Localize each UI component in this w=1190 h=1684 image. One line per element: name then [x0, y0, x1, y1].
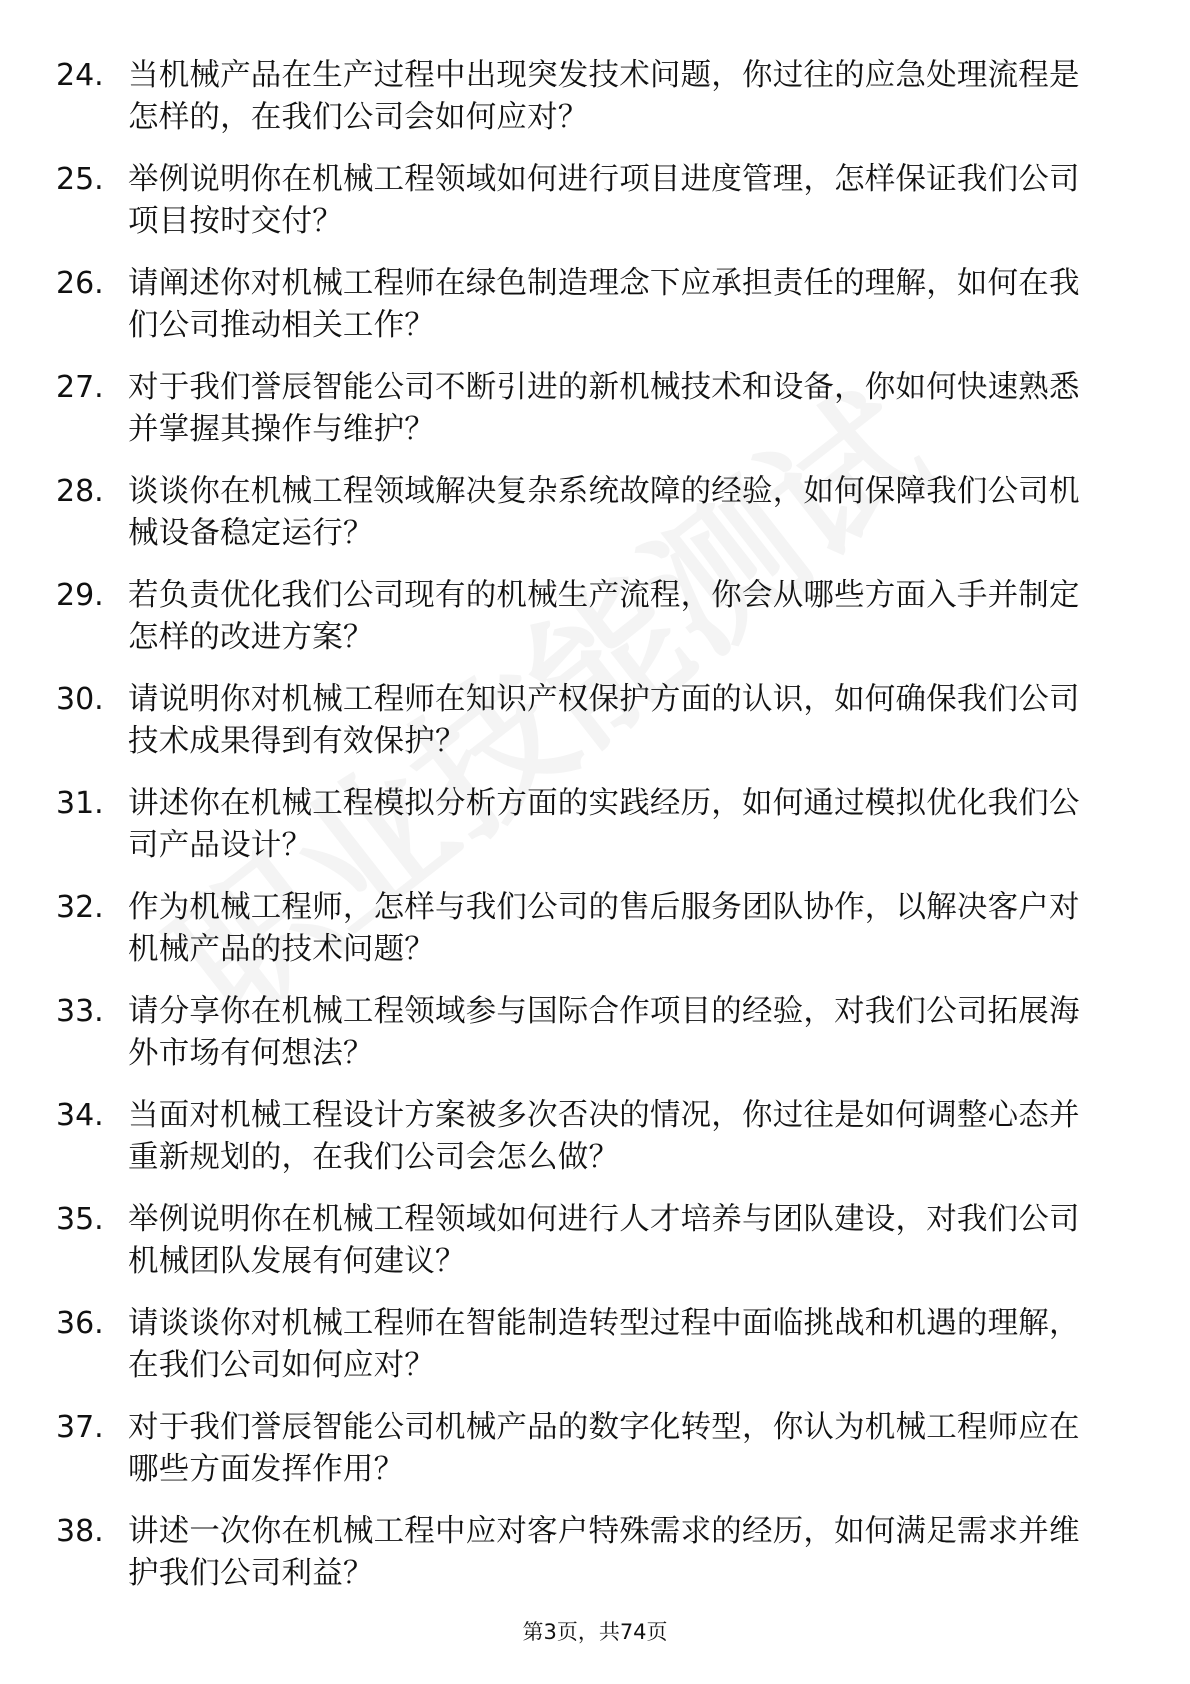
question-number: 38.: [56, 1514, 104, 1549]
question-text: 举例说明你在机械工程领域如何进行人才培养与团队建设，对我们公司机械团队发展有何建议？: [128, 1202, 1080, 1279]
question-number: 37.: [56, 1410, 104, 1445]
question-text: 讲述一次你在机械工程中应对客户特殊需求的经历，如何满足需求并维护我们公司利益？: [128, 1514, 1080, 1591]
question-item: [0, 887, 1190, 991]
question-number: 26.: [56, 266, 104, 301]
question-item: [0, 1407, 1190, 1511]
question-text: 举例说明你在机械工程领域如何进行项目进度管理，怎样保证我们公司项目按时交付？: [128, 162, 1080, 239]
question-text: 当面对机械工程设计方案被多次否决的情况，你过往是如何调整心态并重新规划的，在我们公司会怎么做？: [128, 1098, 1080, 1175]
question-text: 对于我们誉辰智能公司不断引进的新机械技术和设备，你如何快速熟悉并掌握其操作与维护？: [128, 370, 1080, 447]
question-item: [0, 471, 1190, 575]
question-number: 24.: [56, 58, 104, 93]
question-item: [0, 679, 1190, 783]
question-number: 30.: [56, 682, 104, 717]
question-item: [0, 575, 1190, 679]
question-text: 对于我们誉辰智能公司机械产品的数字化转型，你认为机械工程师应在哪些方面发挥作用？: [128, 1410, 1080, 1487]
question-number: 32.: [56, 890, 104, 925]
question-text: 请说明你对机械工程师在知识产权保护方面的认识，如何确保我们公司技术成果得到有效保护？: [128, 682, 1080, 759]
question-item: [0, 1303, 1190, 1407]
question-text: 讲述你在机械工程模拟分析方面的实践经历，如何通过模拟优化我们公司产品设计？: [128, 786, 1080, 863]
question-text: 请阐述你对机械工程师在绿色制造理念下应承担责任的理解，如何在我们公司推动相关工作？: [128, 266, 1080, 343]
question-item: [0, 1199, 1190, 1303]
question-list: [0, 55, 1190, 1615]
question-item: [0, 783, 1190, 887]
question-text: 当机械产品在生产过程中出现突发技术问题，你过往的应急处理流程是怎样的，在我们公司会如何应对？: [128, 58, 1080, 135]
question-item: [0, 159, 1190, 263]
question-text: 请谈谈你对机械工程师在智能制造转型过程中面临挑战和机遇的理解，在我们公司如何应对？: [128, 1306, 1080, 1383]
question-text: 请分享你在机械工程领域参与国际合作项目的经验，对我们公司拓展海外市场有何想法？: [128, 994, 1080, 1071]
question-number: 33.: [56, 994, 104, 1029]
question-number: 34.: [56, 1098, 104, 1133]
question-number: 31.: [56, 786, 104, 821]
question-number: 36.: [56, 1306, 104, 1341]
question-number: 35.: [56, 1202, 104, 1237]
question-number: 27.: [56, 370, 104, 405]
question-item: [0, 263, 1190, 367]
question-number: 25.: [56, 162, 104, 197]
page-number-footer: 第3页，共74页: [522, 1620, 668, 1644]
question-item: [0, 55, 1190, 159]
question-item: [0, 1511, 1190, 1615]
question-item: [0, 991, 1190, 1095]
question-text: 谈谈你在机械工程领域解决复杂系统故障的经验，如何保障我们公司机械设备稳定运行？: [128, 474, 1080, 551]
question-number: 28.: [56, 474, 104, 509]
question-number: 29.: [56, 578, 104, 613]
question-text: 若负责优化我们公司现有的机械生产流程，你会从哪些方面入手并制定怎样的改进方案？: [128, 578, 1080, 655]
question-item: [0, 1095, 1190, 1199]
question-item: [0, 367, 1190, 471]
question-text: 作为机械工程师，怎样与我们公司的售后服务团队协作，以解决客户对机械产品的技术问题？: [128, 890, 1080, 967]
